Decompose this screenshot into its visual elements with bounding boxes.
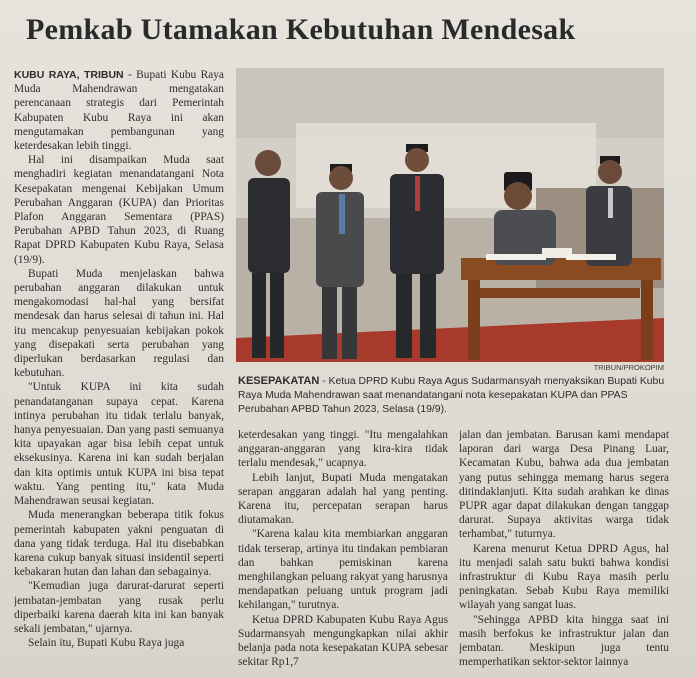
article-paragraph: Selain itu, Bupati Kubu Raya juga: [28, 637, 185, 650]
article-headline: Pemkab Utamakan Kebutuhan Mendesak: [26, 13, 576, 46]
paragraph-text: - Bupati Kubu Raya Muda Mahendrawan mengatakan perencanaan strategis dari Pemerintah Kabupaten Kubu Raya ini akan mengutamakan pembangunan yang keterdesakan lebih tinggi.: [14, 69, 224, 153]
article-paragraph: "Karena kalau kita membiarkan anggaran tidak terserap, artinya itu tindakan pembiaran dan bahkan pemiskinan karena menghilangkan peluang rakyat yang harusnya mendapatkan peluang untuk program jadi kehilangan," turutnya.: [238, 528, 448, 612]
caption-text: - Ketua DPRD Kubu Raya Agus Sudarmansyah menyaksikan Bupati Kubu Raya Muda Mahendrawan saat menandatangani nota kesepakatan KUPA dan PPAS Perubahan APBD Tahun 2023, Selasa (19/9).: [238, 376, 665, 415]
caption-tag: KESEPAKATAN: [238, 375, 320, 387]
article-paragraph: "Untuk KUPA ini kita sudah penandatanganan supaya cepat. Karena intinya perubahan itu tidak terlalu banyak, hanya penyesuaian. Dan yang pasti semuanya kita upayakan agar bisa lebih cepat untuk eksekusinya. Karena ini kan sudah berjalan dan kita optimis untuk KUPA ini bisa tepat waktu. Yang penting itu," kata Muda Mahendrawan seusai kegiatan.: [14, 381, 224, 508]
article-column-2: [238, 428, 448, 676]
photo-credit: TRIBUN/PROKOPIM: [593, 363, 664, 372]
article-paragraph: keterdesakan yang tinggi. "Itu mengalahkan anggaran-anggaran yang kira-kira tidak terlalu mendesak," ucapnya.: [238, 429, 448, 470]
article-paragraph: Muda menerangkan beberapa titik fokus pemerintah kabupaten yakni penguatan di dana yang tidak terduga. Hal itu disebabkan karena cukup banyak situasi insidentil seperti kebakaran hutan dan lahan dan sebagainya.: [14, 509, 224, 579]
article-dateline: KUBU RAYA, TRIBUN: [14, 69, 124, 81]
article-paragraph: Lebih lanjut, Bupati Muda mengatakan serapan anggaran adalah hal yang penting. Karena itu, percepatan serapan harus diutamakan.: [238, 471, 448, 527]
article-paragraph: Karena menurut Ketua DPRD Agus, hal itu menjadi salah satu bukti bahwa kondisi infrastruktur di Kubu Raya masih perlu peningkatan. Sebab Kubu Raya memiliki wilayah yang sangat luas.: [459, 542, 669, 612]
article-paragraph: [14, 68, 224, 153]
photo-caption: [238, 374, 668, 417]
article-paragraph: Hal ini disampaikan Muda saat menghadiri kegiatan menandatangani Nota Kesepakatan mengenai Kebijakan Umum Perubahan Anggaran (KUPA) dan Prioritas Plafon Anggaran Sementara (PPAS) Perubahan APBD Tahun 2023, di Ruang Rapat DPRD Kabupaten Kubu Raya, Selasa (19/9).: [14, 154, 224, 266]
article-paragraph: Ketua DPRD Kabupaten Kubu Raya Agus Sudarmansyah mengungkapkan nilai akhir belanja pada nota kesepakatan KUPA sebesar sekitar Rp1,7: [238, 613, 448, 669]
article-paragraph: "Kemudian juga darurat-darurat seperti jembatan-jembatan yang rusak perlu diperbaiki karena daerah kita ini kan banyak sekali jembatan," ujarnya.: [14, 580, 224, 635]
article-column-1: [14, 68, 224, 676]
article-paragraph: "Sehingga APBD kita hingga saat ini masih berfokus ke infrastruktur jalan dan jembatan. Meskipun juga tentu memperhatikan sektor-sektor lainnya: [459, 613, 669, 669]
news-photo: [236, 68, 664, 362]
article-paragraph: Bupati Muda menjelaskan bahwa perubahan anggaran dilakukan untuk mengakomodasi hal-hal yang bersifat mendesak dan harus selesai di tahun ini. Hal itu mencakup penyesuaian kebijakan pokok yang disepakati serta perubahan yang diperlukan berdasarkan regulasi dan kebutuhan.: [14, 267, 224, 380]
article-paragraph: jalan dan jembatan. Barusan kami mendapat laporan dari warga Desa Pinang Luar, Kecamatan Kubu, bahwa ada dua jembatan yang putus sehingga memang harus segera ditindaklanjuti. Kita sudah arahkan ke dinas PUPR agar dapat dilakukan dengan tanggap darurat. Supaya aktivitas warga tidak terhambat," tuturnya.: [459, 429, 669, 541]
article-column-3: [459, 428, 669, 676]
